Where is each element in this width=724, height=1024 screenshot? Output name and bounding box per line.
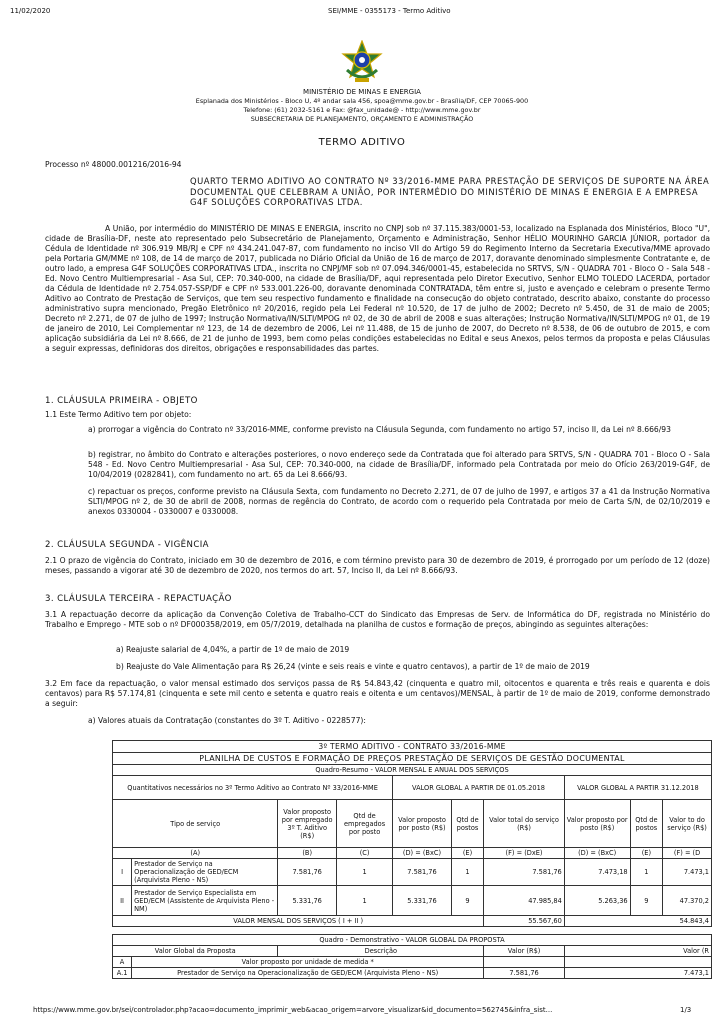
row-e: 9 — [451, 886, 484, 916]
print-page: 1/3 — [680, 1006, 692, 1014]
clause3-item-a2: a) Valores atuais da Contratação (constantes do 3º T. Aditivo - 0228577): — [88, 716, 366, 725]
row-d: 5.331,76 — [393, 886, 452, 916]
clause3-p31: 3.1 A repactuação decorre da aplicação da Convenção Coletiva de Trabalho-CCT do Sindicato das Empresas de Serv. de Informática do DF, registrada no Ministério do Trabalho e Emprego - MTE sob o nº DF000358/2019, em 05/7/2019, detalhada na planilha de custos e formação de preços, abingindo as seguintes alterações: — [45, 610, 710, 629]
mensal-label: VALOR MENSAL DOS SERVIÇOS ( I + II ) — [113, 916, 484, 927]
code-cell: (B) — [278, 848, 337, 859]
row-b: 5.331,76 — [278, 886, 337, 916]
row-f2: 47.370,2 — [663, 886, 712, 916]
row-d2: 5.263,36 — [564, 886, 630, 916]
ministry-name: MINISTÉRIO DE MINAS E ENERGIA — [303, 88, 421, 96]
tipo-header: Tipo de serviço — [113, 800, 278, 848]
row-number: I — [113, 859, 132, 886]
row-number: II — [113, 886, 132, 916]
row-description: Prestador de Serviço na Operacionalização de GED/ECM (Arquivista Pleno - NS) — [132, 859, 278, 886]
row-f: 47.985,84 — [484, 886, 564, 916]
code-cell: (F) = (D — [663, 848, 712, 859]
table-title-2: PLANILHA DE CUSTOS E FORMAÇÃO DE PREÇOS PRESTAÇÃO DE SERVIÇOS DE GESTÃO DOCUMENTAL — [113, 753, 712, 765]
preamble-paragraph: A União, por intermédio do MINISTÉRIO DE MINAS E ENERGIA, inscrito no CNPJ sob nº 37.115.383/0001-53, localizado na Esplanada dos Ministérios, Bloco "U", cidade de Brasília-DF, neste ato representado pelo Subsecretário de Planejamento, Orçamento e Administração, Senhor HÉLIO MOURINHO GARCIA JÚNIOR, portador da Cédula de Identidade nº 306.919 MB/RJ e CPF nº 434.241.047-87, com fundamento no inciso VII do Artigo 59 do Regimento Interno da Secretaria Executiva/MME aprovado pela Portaria GM/MME nº 108, de 14 de março de 2017, publicada no Diário Oficial da União de 16 de março de 2017, doravante denominado simplesmente Contratante e, de outro lado, a empresa G4F SOLUÇÕES CORPORATIVAS LTDA., inscrita no CNPJ/MF sob nº 07.094.346/0001-45, estabelecida no SRTVS, S/N - QUADRA 701 - Bloco O - Sala 548 - Ed. Novo Centro Multiempresarial - Asa Sul, CEP: 70.340-000, na cidade de Brasília/DF, aqui representada pelo Diretor Executivo, Senhor ELMO TOLEDO LACERDA, portador da Cédula de Identidade nº 2.754.057-SSP/DF e CPF nº 533.001.226-00, doravante denominada CONTRATADA, têm entre si, justo e avençado e celebram o presente Termo Aditivo ao Contrato de Prestação de Serviços, que tem seu respectivo fundamento e finalidade na consecução do objeto contratado, descrito abaixo, constante do processo administrativo supra mencionado, Pregão Eletrônico nº 20/2016, regido pela Lei Federal nº 10.520, de 17 de julho de 2002; Decreto nº 5.450, de 31 de maio de 2005; Decreto nº 2.271, de 07 de julho de 1997; Instrução Normativa/IN/SLTI/MPOG nº 02, de 30 de abril de 2008 e suas alterações; Instrução Normativa/IN/SLTI/MPOG nº 01, de 19 de janeiro de 2010, Lei Complementar nº 123, de 14 de dezembro de 2006, Lei nº 11.488, de 15 de junho de 2007, do Decreto nº 8.538, de 06 de outubro de 2015, e com aplicação subsidiária da Lei nº 8.666, de 21 de junho de 1993, bem como pelas condições estabelecidas no Edital e seus Anexos, pelos termos da proposta e pelas Cláusulas a seguir expressas, definidoras dos direitos, obrigações e responsabilidades das partes. — [45, 224, 711, 353]
row-d: 7.581,76 — [393, 859, 452, 886]
row-e2: 9 — [630, 886, 663, 916]
total-header: Valor total do serviço (R$) — [484, 800, 564, 848]
clause3-item-b: b) Reajuste do Vale Alimentação para R$ 26,24 (vinte e seis reais e vinte e quatro centavos), a partir de 1º de maio de 2019 — [116, 662, 590, 671]
qtd-postos-header: Qtd de postos — [451, 800, 484, 848]
print-doc-title: SEI/MME - 0355173 - Termo Aditivo — [328, 7, 451, 15]
clause1-heading: 1. CLÁUSULA PRIMEIRA - OBJETO — [45, 396, 198, 406]
clause2-text: 2.1 O prazo de vigência do Contrato, iniciado em 30 de dezembro de 2016, e com término previsto para 30 de dezembro de 2019, é prorrogado por um período de 12 (doze) meses, passando a vigorar até 30 de dezembro de 2020, nos termos do art. 57, Inciso II, da Lei nº 8.666/93. — [45, 556, 710, 575]
process-number: Processo nº 48000.001216/2016-94 — [45, 160, 182, 169]
clause3-item-a: a) Reajuste salarial de 4,04%, a partir de 1º de maio de 2019 — [116, 645, 350, 654]
clause1-item-a: a) prorrogar a vigência do Contrato nº 33/2016-MME, conforme previsto na Cláusula Segunda, com fundamento no artigo 57, inciso II, da Lei nº 8.666/93 — [88, 425, 671, 434]
row-description: Prestador de Serviço Especialista em GED/ECM (Assistente de Arquivista Pleno - NM) — [132, 886, 278, 916]
val-posto2-header: Valor proposto por posto (R$) — [564, 800, 630, 848]
total2-header: Valor to do serviço (R$) — [663, 800, 712, 848]
clause1-item-c: c) repactuar os preços, conforme previsto na Cláusula Sexta, com fundamento no Decreto 2.271, de 07 de julho de 1997, e artigos 37 a 41 da Instrução Normativa SLTI/MPOG nº 2, de 30 de abril de 2008, normas de regência do Contrato, de acordo com o requerido pela Contratada por meio de Carta S/N, de 02/10/2019 e anexos 0330004 - 0330007 e 0330008. — [88, 487, 710, 516]
table-title-1: 3º TERMO ADITIVO - CONTRATO 33/2016-MME — [113, 741, 712, 753]
code-cell: (E) — [630, 848, 663, 859]
row-c: 1 — [336, 859, 392, 886]
qtd-emp-header: Qtd de empregados por posto — [336, 800, 392, 848]
ministry-address: Esplanada dos Ministérios - Bloco U, 4º andar sala 456, spoa@mme.gov.br - Brasília/DF, CEP 70065-900 — [195, 97, 529, 105]
vg2-header: VALOR GLOBAL A PARTIR 31.12.2018 — [564, 776, 711, 800]
clause1-intro: 1.1 Este Termo Aditivo tem por objeto: — [45, 410, 192, 419]
print-date: 11/02/2020 — [10, 7, 51, 15]
q2-row-id: A.1 — [113, 968, 132, 979]
row-c: 1 — [336, 886, 392, 916]
qty-label: Quantitativos necessários no 3º Termo Aditivo ao Contrato Nº 33/2016-MME — [113, 776, 393, 800]
val-empregado-header: Valor proposto por empregado 3º T. Aditivo (R$) — [278, 800, 337, 848]
vg1-header: VALOR GLOBAL A PARTIR DE 01.05.2018 — [393, 776, 565, 800]
code-cell: (D) = (BxC) — [564, 848, 630, 859]
q2-row-desc: Prestador de Serviço na Operacionalização de GED/ECM (Arquivista Pleno - NS) — [132, 968, 484, 979]
clause3-p32: 3.2 Em face da repactuação, o valor mensal estimado dos serviços passa de R$ 54.843,42 (cinquenta e quatro mil, oitocentos e quarenta e três reais e quarenta e dois centavos) para R$ 57.174,81 (cinquenta e sete mil cento e setenta e quatro reais e oitenta e um centavos)/MENSAL, à partir de 1º de maio de 2019, conforme demonstrado a seguir: — [45, 679, 710, 708]
q2-header-global: Valor Global da Proposta — [113, 946, 278, 957]
q2-row-id: A — [113, 957, 132, 968]
code-cell: (D) = (BxC) — [393, 848, 452, 859]
quadro2-title: Quadro - Demonstrativo - VALOR GLOBAL DA PROPOSTA — [113, 935, 712, 946]
clause2-heading: 2. CLÁUSULA SEGUNDA - VIGÊNCIA — [45, 540, 209, 550]
clause3-heading: 3. CLÁUSULA TERCEIRA - REPACTUAÇÃO — [45, 594, 232, 604]
table-title-3: Quadro-Resumo - VALOR MENSAL E ANUAL DOS SERVIÇOS — [113, 765, 712, 776]
q2-row-value-2: 7.473,1 — [564, 968, 711, 979]
qtd2-header: Qtd de postos — [630, 800, 663, 848]
cost-table — [112, 740, 712, 979]
doc-title: TERMO ADITIVO — [318, 137, 406, 148]
mensal-value: 55.567,60 — [484, 916, 564, 927]
clause1-item-b: b) registrar, no âmbito do Contrato e alterações posteriores, o novo endereço sede da Contratada que foi alterado para SRTVS, S/N - QUADRA 701 - Bloco O - Sala 548 - Ed. Novo Centro Multiempresarial - Asa Sul, CEP: 70.340-000, na cidade de Brasília/DF, informado pela Contratada por meio do Ofício 263/2019-G4F, de 10/04/2019 (0282841), com fundamento no art. 65 da Lei 8.666/93. — [88, 450, 710, 479]
q2-header-desc: Descrição — [278, 946, 484, 957]
row-f2: 7.473,1 — [663, 859, 712, 886]
secretariat-name: SUBSECRETARIA DE PLANEJAMENTO, ORÇAMENTO E ADMINISTRAÇÃO — [250, 115, 474, 123]
row-b: 7.581,76 — [278, 859, 337, 886]
q2-header-valor-2: Valor (R — [564, 946, 711, 957]
brazil-coat-of-arms-icon — [341, 40, 383, 86]
row-e2: 1 — [630, 859, 663, 886]
table-row — [113, 859, 712, 886]
ministry-phone: Telefone: (61) 2032-5161 e Fax: @fax_unidade@ - http://www.mme.gov.br — [243, 106, 481, 114]
table-row — [113, 886, 712, 916]
code-cell: (E) — [451, 848, 484, 859]
q2-row-desc: Valor proposto por unidade de medida * — [132, 957, 484, 968]
code-cell: (A) — [113, 848, 278, 859]
code-cell: (C) — [336, 848, 392, 859]
val-posto-header: Valor proposto por posto (R$) — [393, 800, 452, 848]
print-url: https://www.mme.gov.br/sei/controlador.php?acao=documento_imprimir_web&acao_origem=arvore_visualizar&id_documento=562745&infra_sist... — [33, 1006, 553, 1014]
row-f: 7.581,76 — [484, 859, 564, 886]
mensal-value-2: 54.843,4 — [564, 916, 711, 927]
doc-subject: QUARTO TERMO ADITIVO AO CONTRATO Nº 33/2016-MME PARA PRESTAÇÃO DE SERVIÇOS DE SUPORTE NA ÁREA DOCUMENTAL QUE CELEBRAM A UNIÃO, POR INTERMÉDIO DO MINISTÉRIO DE MINAS E ENERGIA E A EMPRESA G4F SOLUÇÕES CORPORATIVAS LTDA. — [190, 176, 710, 208]
q2-header-valor: Valor (R$) — [484, 946, 564, 957]
row-e: 1 — [451, 859, 484, 886]
q2-row-value: 7.581,76 — [484, 968, 564, 979]
row-d2: 7.473,18 — [564, 859, 630, 886]
code-cell: (F) = (DxE) — [484, 848, 564, 859]
